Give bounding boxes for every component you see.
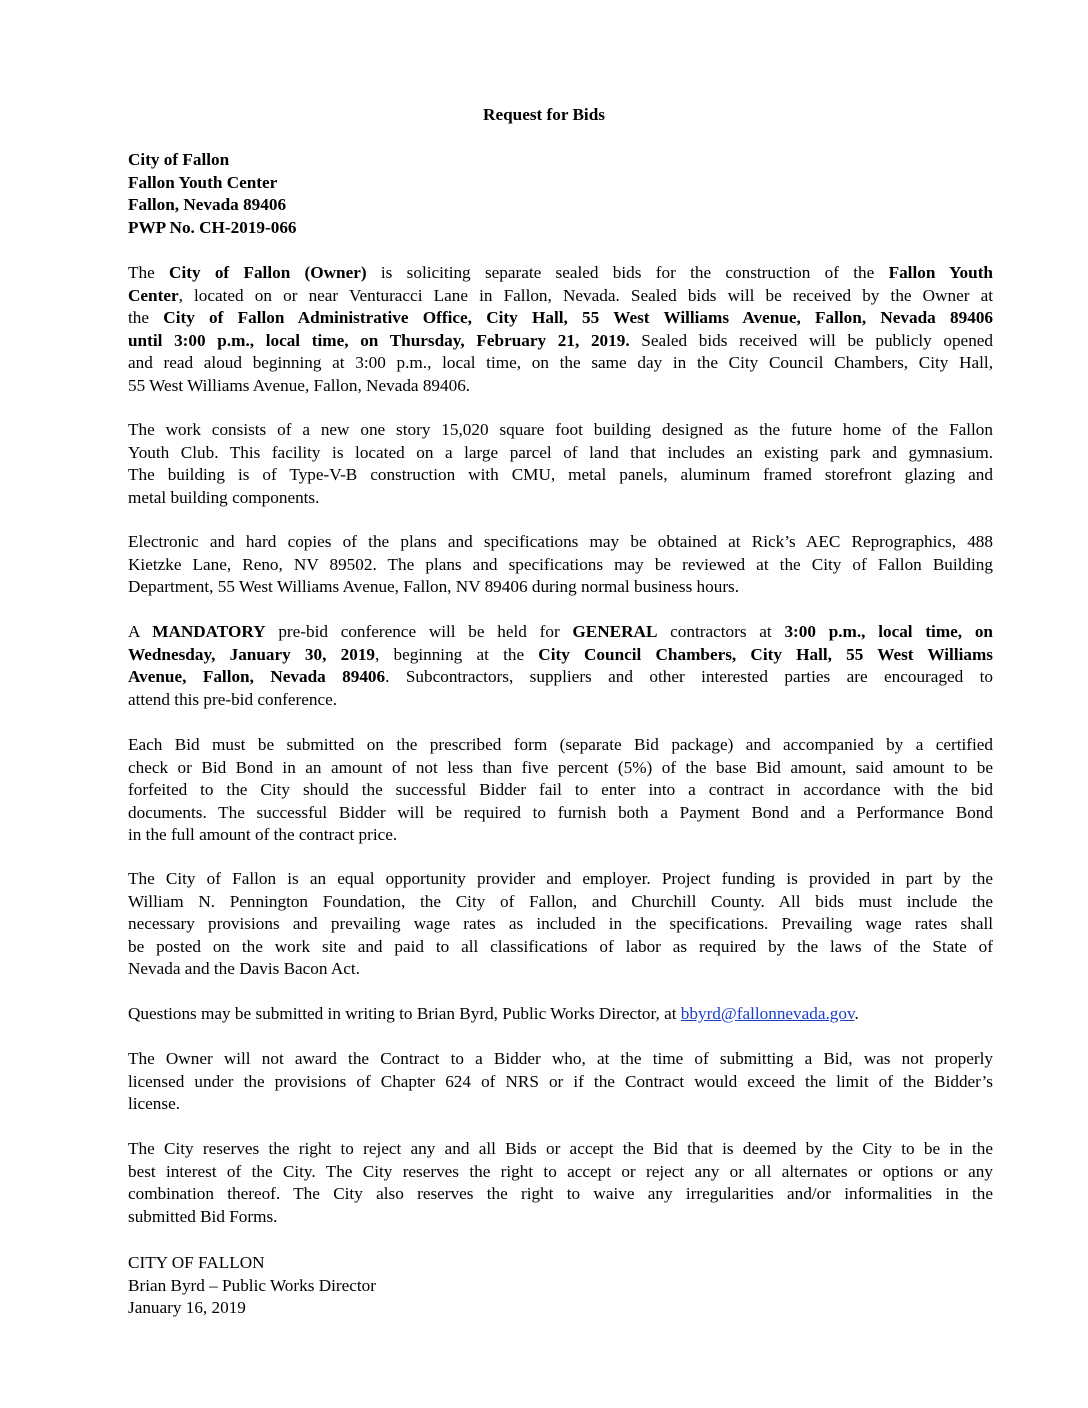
header-project: Fallon Youth Center [128, 172, 278, 192]
project-name: Fallon Youth [888, 263, 993, 282]
paragraph-solicitation [128, 262, 993, 398]
text-line: forfeited to the City should the successful Bidder fail to enter into a contract in accordance with the bid [128, 780, 993, 800]
signature-block [128, 1252, 376, 1320]
bid-location: City of Fallon Administrative Office, City Hall, 55 West Williams Avenue, Fallon, Nevada 89406 [163, 308, 994, 328]
text-line: The City reserves the right to reject any and all Bids or accept the Bid that is deemed by the City to be in the [128, 1139, 993, 1158]
paragraph-plans [128, 531, 993, 599]
text-line: best interest of the City. The City reserves the right to accept or reject any or all alternates or options or any [128, 1161, 993, 1181]
text-run: Questions may be submitted in writing to Brian Byrd, Public Works Director, at [128, 1004, 681, 1023]
text-line [128, 262, 993, 285]
text-line: The City of Fallon is an equal opportunity provider and employer. Project funding is provided in part by the [128, 869, 993, 888]
paragraph-questions [128, 1003, 993, 1026]
text-run: , located on or near Venturacci Lane in Fallon, Nevada. Sealed bids will be received by the Owner at [178, 285, 993, 305]
header-pwp-number: PWP No. CH-2019-066 [128, 217, 297, 237]
paragraph-pre-bid-conference [128, 621, 993, 711]
text-line: Nevada and the Davis Bacon Act. [128, 959, 360, 979]
text-run: . Subcontractors, suppliers and other interested parties are encouraged to [385, 667, 994, 687]
header-location: Fallon, Nevada 89406 [128, 195, 287, 215]
text-line: The work consists of a new one story 15,020 square foot building designed as the future home of the Fallon [128, 420, 993, 439]
text-line: combination thereof. The City also reserves the right to waive any irregularities and/or informalities in the [128, 1184, 993, 1204]
conference-location-cont: Avenue, Fallon, Nevada 89406 [128, 667, 386, 687]
text-line [128, 307, 993, 330]
text-line: license. [128, 1094, 181, 1114]
conference-time: 3:00 p.m., local time, on [784, 622, 993, 641]
text-line: necessary provisions and prevailing wage rates as included in the specifications. Prevailing wage rates shall [128, 914, 993, 934]
header-city: City of Fallon [128, 150, 230, 169]
text-line: submitted Bid Forms. [128, 1206, 278, 1226]
project-name-cont: Center [128, 285, 179, 305]
text-line: Kietzke Lane, Reno, NV 89502. The plans and specifications may be reviewed at the City of Fallon Building [128, 554, 993, 574]
text-line: documents. The successful Bidder will be required to furnish both a Payment Bond and a Performance Bond [128, 802, 993, 822]
signature-date: January 16, 2019 [128, 1298, 246, 1318]
text-line: Department, 55 West Williams Avenue, Fallon, NV 89406 during normal business hours. [128, 577, 740, 597]
text-line: check or Bid Bond in an amount of not less than five percent (5%) of the base Bid amount, said amount to be [128, 757, 993, 777]
text-run: is soliciting separate sealed bids for the construction of the [366, 263, 889, 282]
email-link[interactable]: bbyrd@fallonnevada.gov [680, 1004, 855, 1023]
document-title: Request for Bids [483, 105, 605, 124]
text-line: and read aloud beginning at 3:00 p.m., local time, on the same day in the City Council Chambers, City Hall, [128, 353, 993, 373]
bid-deadline: until 3:00 p.m., local time, on Thursday, February 21, 2019. [128, 330, 630, 350]
signature-organization: CITY OF FALLON [128, 1253, 265, 1272]
general-label: GENERAL [572, 622, 658, 641]
conference-location: City Council Chambers, City Hall, 55 West Williams [538, 644, 993, 664]
text-run: contractors at [657, 622, 785, 641]
project-header [128, 149, 297, 239]
text-run: , beginning at the [375, 644, 539, 664]
text-line: 55 West Williams Avenue, Fallon, Nevada 89406. [128, 375, 471, 395]
signature-name-title: Brian Byrd – Public Works Director [128, 1275, 376, 1295]
text-line: Electronic and hard copies of the plans and specifications may be obtained at Rick’s AEC Reprographics, 488 [128, 532, 993, 551]
text-line: William N. Pennington Foundation, the City of Fallon, and Churchill County. All bids must include the [128, 891, 993, 911]
text-run: pre-bid conference will be held for [265, 622, 573, 641]
paragraph-licensing [128, 1048, 993, 1116]
text-line: attend this pre-bid conference. [128, 689, 338, 709]
text-line [128, 285, 993, 308]
text-line [128, 666, 993, 689]
text-line [128, 621, 993, 644]
paragraph-work-description [128, 419, 993, 509]
text-line: Youth Club. This facility is located on a large parcel of land that includes an existing park and gymnasium. [128, 442, 993, 462]
text-run: The [128, 263, 170, 282]
text-line: Each Bid must be submitted on the prescribed form (separate Bid package) and accompanied by a certified [128, 735, 993, 754]
text-line [128, 330, 993, 353]
owner-name: City of Fallon (Owner) [169, 263, 367, 282]
text-run: Sealed bids received will be publicly opened [629, 330, 994, 350]
mandatory-label: MANDATORY [152, 622, 266, 641]
text-line: in the full amount of the contract price. [128, 825, 398, 845]
text-run: the [128, 308, 164, 328]
text-line: The Owner will not award the Contract to a Bidder who, at the time of submitting a Bid, was not properly [128, 1049, 993, 1068]
paragraph-bid-bond [128, 734, 993, 847]
text-line: metal building components. [128, 487, 320, 507]
paragraph-equal-opportunity [128, 868, 993, 981]
text-line [128, 1003, 993, 1026]
paragraph-reservation-of-rights [128, 1138, 993, 1228]
text-run: . [854, 1004, 859, 1023]
text-line: be posted on the work site and paid to all classifications of labor as required by the laws of the State of [128, 936, 993, 956]
text-line: The building is of Type-V-B construction with CMU, metal panels, aluminum framed storefront glazing and [128, 465, 993, 485]
conference-date: Wednesday, January 30, 2019 [128, 644, 376, 664]
text-line: licensed under the provisions of Chapter 624 of NRS or if the Contract would exceed the limit of the Bidder’s [128, 1071, 993, 1091]
text-run: A [128, 622, 153, 641]
text-line [128, 644, 993, 667]
